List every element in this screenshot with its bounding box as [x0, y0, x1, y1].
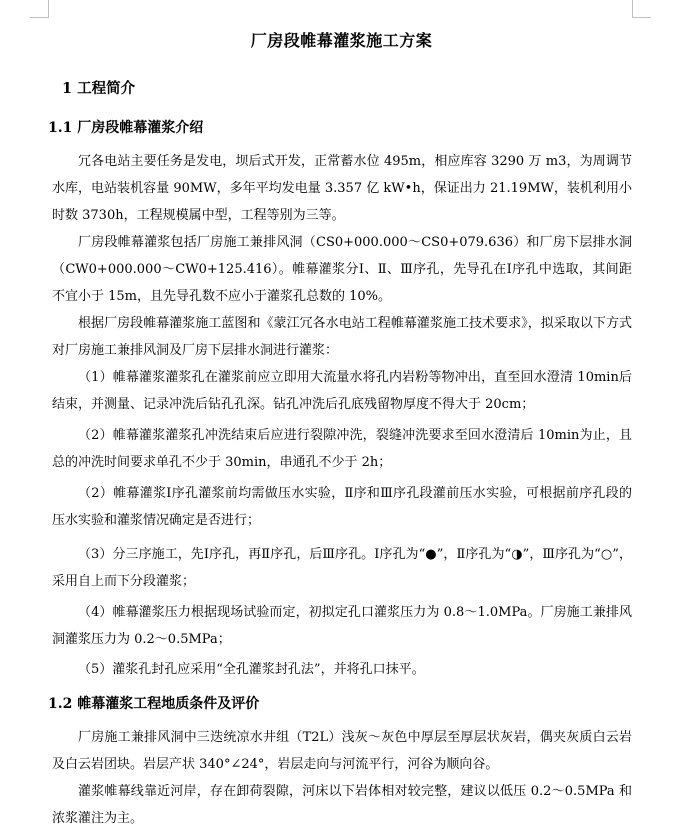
paragraph-step-2: （2）帷幕灌浆灌浆孔冲洗结束后应进行裂隙冲洗，裂缝冲洗要求至回水澄清后 10min为止，且总的冲洗时间要求单孔不少于 30min，串通孔不少于 2h；: [52, 428, 632, 470]
paragraph-method-intro: 根据厂房段帷幕灌浆施工蓝图和《蒙江冗各水电站工程帷幕灌浆施工技术要求》，拟采取以下方式对厂房施工兼排风洞及厂房下层排水洞进行灌浆：: [52, 316, 632, 358]
paragraph-grouting-scope: 厂房段帷幕灌浆包括厂房施工兼排风洞（CS0+000.000～CS0+079.636）和厂房下层排水洞（CW0+000.000～CW0+125.416）。帷幕灌浆分Ⅰ、Ⅱ、Ⅲ序孔，先导孔在Ⅰ序孔中选取，其间距不宜小于 15m，且先导孔数不应小于灌浆孔总数的 10%。: [52, 235, 632, 304]
paragraph-step-3: （3）分三序施工，先Ⅰ序孔，再Ⅱ序孔，后Ⅲ序孔。Ⅰ序孔为“●”，Ⅱ序孔为“◑”，Ⅲ序孔为“○”，采用自上而下分段灌浆；: [52, 547, 632, 589]
section-heading-1: 1 工程简介: [62, 80, 136, 97]
paragraph-geology: 厂房施工兼排风洞中三迭统凉水井组（T2L）浅灰～灰色中厚层至厚层状灰岩，偶夹灰质白云岩及白云岩团块。岩层产状 340°∠24°，岩层走向与河流平行，河谷为顺向谷。: [52, 730, 632, 772]
section-heading-1-1: 1.1 厂房段帷幕灌浆介绍: [48, 120, 204, 136]
paragraph-step-4: （4）帷幕灌浆压力根据现场试验而定，初拟定孔口灌浆压力为 0.8～1.0MPa。厂房施工兼排风洞灌浆压力为 0.2～0.5MPa；: [52, 605, 632, 647]
paragraph-evaluation: 灌浆帷幕线靠近河岸，存在卸荷裂隙，河床以下岩体相对较完整，建议以低压 0.2～0.5MPa 和浓浆灌注为主。: [52, 784, 632, 826]
crop-mark-top-left-h: [30, 17, 49, 18]
paragraph-step-5: （5）灌浆孔封孔应采用“全孔灌浆封孔法”，并将孔口抹平。: [78, 662, 425, 677]
crop-mark-top-right: [632, 0, 633, 18]
crop-mark-top-right-h: [632, 17, 651, 18]
document-title: 厂房段帷幕灌浆施工方案: [250, 31, 433, 50]
paragraph-step-1: （1）帷幕灌浆灌浆孔在灌浆前应立即用大流量水将孔内岩粉等物冲出，直至回水澄清 10min后结束，并测量、记录冲洗后钻孔孔深。钻孔冲洗后孔底残留物厚度不得大于 20cm；: [52, 370, 632, 412]
paragraph-overview: 冗各电站主要任务是发电，坝后式开发，正常蓄水位 495m，相应库容 3290 万 m3，为周调节水库，电站装机容量 90MW，多年平均发电量 3.357 亿 kW•h，保证出力 21.19MW，装机利用小时数 3730h，工程规模属中型，工程等别为三等。: [52, 154, 632, 223]
paragraph-step-2b: （2）帷幕灌浆Ⅰ序孔灌浆前均需做压水实验，Ⅱ序和Ⅲ序孔段灌前压水实验，可根据前序孔段的压水实验和灌浆情况确定是否进行；: [52, 486, 632, 528]
section-heading-1-2: 1.2 帷幕灌浆工程地质条件及评价: [48, 696, 260, 712]
crop-mark-top-left: [48, 0, 49, 18]
